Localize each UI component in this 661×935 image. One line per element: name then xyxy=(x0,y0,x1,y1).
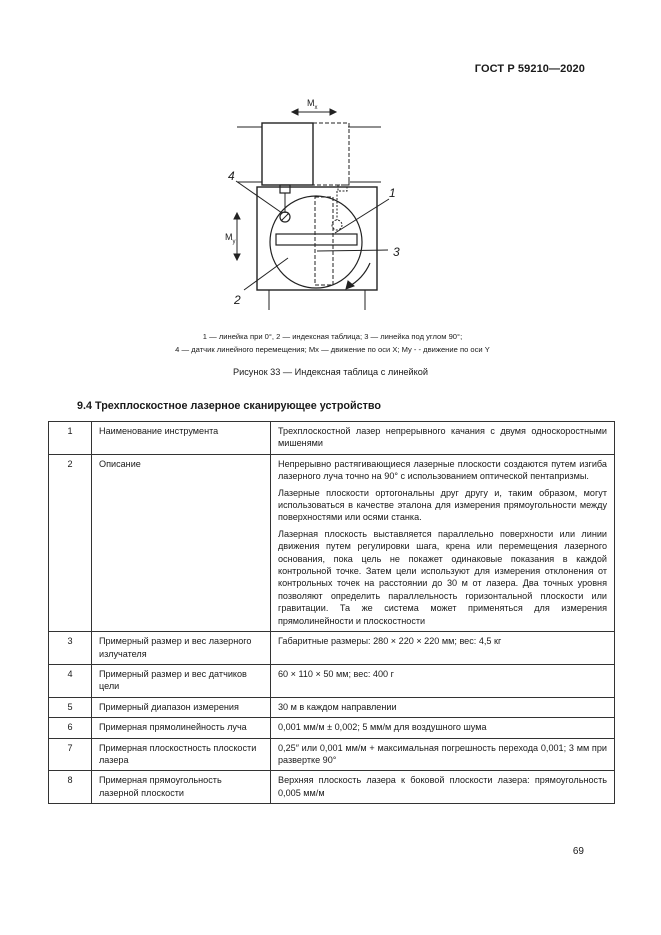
figure-legend-line-1: 1 — линейка при 0°, 2 — индексная таблица; 3 — линейка под углом 90°; xyxy=(202,332,463,341)
row-name: Примерная плоскостность плоскости лазера xyxy=(92,738,271,771)
index-table-figure xyxy=(0,0,661,330)
index-table-circle xyxy=(270,196,362,288)
description-paragraph: Трехплоскостной лазер непрерывного качания с двумя односкоростными мишенями xyxy=(278,426,607,449)
description-paragraph: Непрерывно растягивающиеся лазерные плоскости создаются путем изгиба лазерного луча точно на 90° с использованием оптической пентапризмы. xyxy=(278,458,607,482)
description-paragraph: Верхняя плоскость лазера к боковой плоскости лазера: прямоугольность 0,005 мм/м xyxy=(278,775,607,798)
row-number: 2 xyxy=(49,454,92,631)
description-paragraph: Лазерные плоскости ортогональны друг другу и, таким образом, могут использоваться в качестве эталона для измерения прямоугольности между поверхностями или осями станка. xyxy=(278,487,607,523)
row-description xyxy=(271,697,615,717)
label-1: 1 xyxy=(389,186,396,200)
figure-caption: Рисунок 33 — Индексная таблица с линейкой xyxy=(232,367,429,377)
label-2: 2 xyxy=(234,293,241,307)
page-number: 69 xyxy=(572,846,584,857)
mx-label: $M_x$ xyxy=(307,98,318,111)
table-row xyxy=(49,738,615,771)
row-number: 4 xyxy=(49,664,92,697)
row-name: Примерная прямоугольность лазерной плоскости xyxy=(92,771,271,804)
row-description xyxy=(271,454,615,631)
row-description xyxy=(271,771,615,804)
row-number: 5 xyxy=(49,697,92,717)
row-number: 8 xyxy=(49,771,92,804)
table-row xyxy=(49,422,615,455)
carriage xyxy=(262,123,313,185)
row-description xyxy=(271,422,615,455)
ruler-90 xyxy=(315,197,333,285)
table-row xyxy=(49,632,615,665)
row-name: Примерный диапазон измерения xyxy=(92,697,271,717)
description-paragraph: 0,25″ или 0,001 мм/м + максимальная погрешность перехода 0,001; 3 мм при развертке 90° xyxy=(278,742,607,765)
label-3: 3 xyxy=(393,245,400,259)
row-name: Примерная прямолинейность луча xyxy=(92,718,271,738)
row-number: 6 xyxy=(49,718,92,738)
table-row xyxy=(49,454,615,631)
row-description xyxy=(271,718,615,738)
description-paragraph: 60 × 110 × 50 мм; вес: 400 г xyxy=(278,668,394,679)
row-number: 7 xyxy=(49,738,92,771)
description-paragraph: Габаритные размеры: 280 × 220 × 220 мм; вес: 4,5 кг xyxy=(278,636,502,647)
description-paragraph: 30 м в каждом направлении xyxy=(278,701,397,712)
row-description xyxy=(271,738,615,771)
table-row xyxy=(49,664,615,697)
table-row xyxy=(49,718,615,738)
base xyxy=(257,187,377,310)
row-description xyxy=(271,664,615,697)
specs-table xyxy=(48,421,615,804)
row-name: Примерный размер и вес лазерного излучателя xyxy=(92,632,271,665)
row-name: Наименование инструмента xyxy=(92,422,271,455)
ruler-0 xyxy=(276,234,357,245)
row-description xyxy=(271,632,615,665)
table-row xyxy=(49,697,615,717)
upper-beam xyxy=(237,127,381,182)
label-4: 4 xyxy=(228,169,235,183)
my-arrow xyxy=(234,213,240,260)
my-label: $M_y$ xyxy=(225,232,236,245)
section-title: 9.4 Трехплоскостное лазерное сканирующее устройство xyxy=(77,400,382,412)
description-paragraph: Лазерная плоскость выставляется параллельно поверхности или линии движения путем регулировки шага, крена или перемещения лазерного основания, пока цель не покажет одинаковые показания в каждой контрольной точке. Затем цели используют для измерения отклонения от контрольных точек на расстоянии до 30 м от лазера. Два точных уровня позволяют определить параллельность горизонтальной плоскости или гравитации. Та же система может применяться для измерения прямолинейности и плоскостности xyxy=(278,528,607,626)
row-name: Описание xyxy=(92,454,271,631)
description-paragraph: 0,001 мм/м ± 0,002; 5 мм/м для воздушного шума xyxy=(278,722,487,733)
standard-number: ГОСТ Р 59210—2020 xyxy=(474,63,585,75)
row-number: 1 xyxy=(49,422,92,455)
row-number: 3 xyxy=(49,632,92,665)
figure-legend-line-2: 4 — датчик линейного перемещения; Mx — движение по оси X; My - - движение по оси Y xyxy=(175,345,490,354)
linear-sensor xyxy=(280,185,290,222)
carriage-moved xyxy=(313,123,349,185)
row-name: Примерный размер и вес датчиков цели xyxy=(92,664,271,697)
table-row xyxy=(49,771,615,804)
